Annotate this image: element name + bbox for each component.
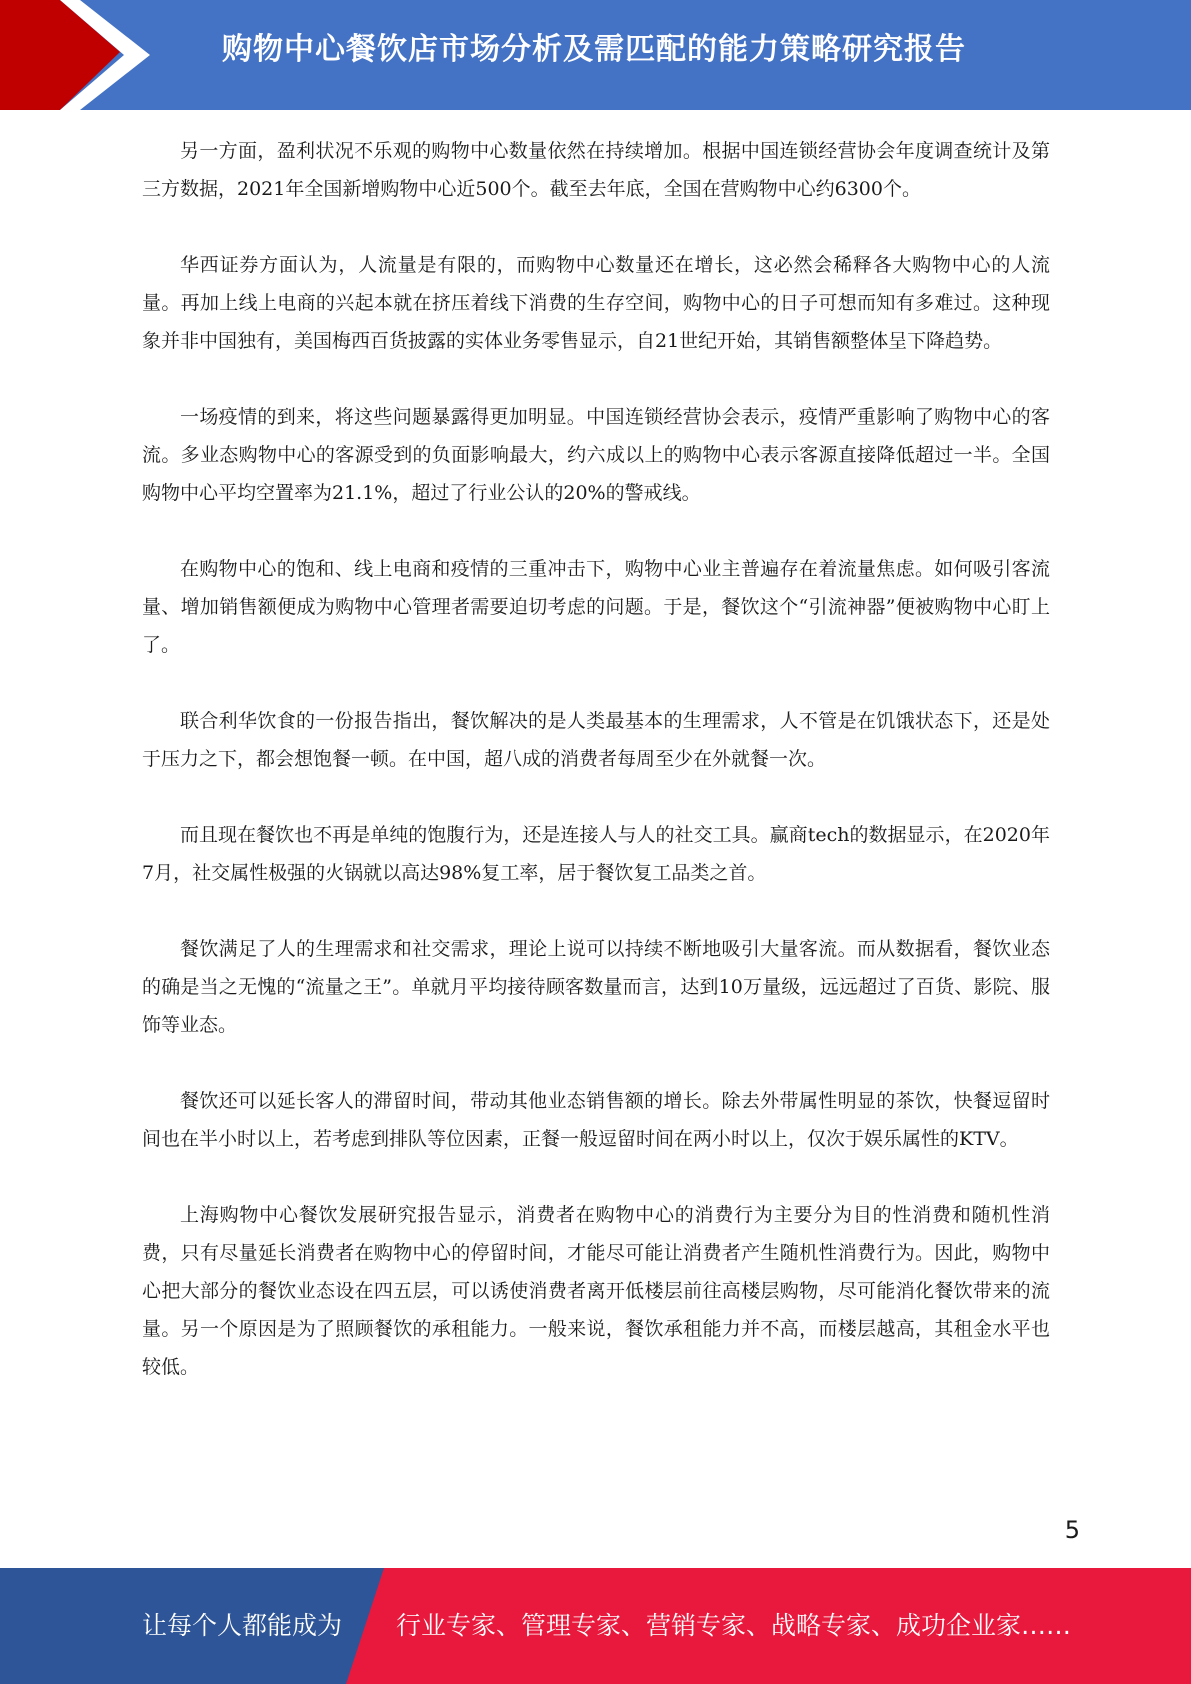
body-content <box>142 132 1050 1424</box>
footer-slogan-left: 让每个人都能成为 <box>142 1611 343 1640</box>
page-footer <box>0 1568 1191 1684</box>
paragraph: 餐饮还可以延长客人的滞留时间，带动其他业态销售额的增长。除去外带属性明显的茶饮，快餐逗留时间也在半小时以上，若考虑到排队等位因素，正餐一般逗留时间在两小时以上，仅次于娱乐属性的KTV。 <box>142 1090 1050 1150</box>
paragraph: 在购物中心的饱和、线上电商和疫情的三重冲击下，购物中心业主普遍存在着流量焦虑。如何吸引客流量、增加销售额便成为购物中心管理者需要迫切考虑的问题。于是，餐饮这个“引流神器”便被购物中心盯上了。 <box>142 558 1050 656</box>
document-title: 购物中心餐饮店市场分析及需匹配的能力策略研究报告 <box>222 32 966 67</box>
paragraph: 另一方面，盈利状况不乐观的购物中心数量依然在持续增加。根据中国连锁经营协会年度调查统计及第三方数据，2021年全国新增购物中心近500个。截至去年底，全国在营购物中心约6300个。 <box>142 140 1050 200</box>
paragraph: 联合利华饮食的一份报告指出，餐饮解决的是人类最基本的生理需求，人不管是在饥饿状态下，还是处于压力之下，都会想饱餐一顿。在中国，超八成的消费者每周至少在外就餐一次。 <box>142 710 1050 770</box>
page-header <box>0 0 1191 110</box>
header-chevron-graphic <box>0 0 160 110</box>
paragraph: 华西证券方面认为，人流量是有限的，而购物中心数量还在增长，这必然会稀释各大购物中心的人流量。再加上线上电商的兴起本就在挤压着线下消费的生存空间，购物中心的日子可想而知有多难过。这种现象并非中国独有，美国梅西百货披露的实体业务零售显示，自21世纪开始，其销售额整体呈下降趋势。 <box>142 254 1050 352</box>
footer-slogan-right: 行业专家、管理专家、营销专家、战略专家、成功企业家…… <box>396 1611 1072 1640</box>
paragraph: 而且现在餐饮也不再是单纯的饱腹行为，还是连接人与人的社交工具。赢商tech的数据显示，在2020年7月，社交属性极强的火锅就以高达98%复工率，居于餐饮复工品类之首。 <box>142 824 1050 884</box>
paragraph: 上海购物中心餐饮发展研究报告显示，消费者在购物中心的消费行为主要分为目的性消费和随机性消费，只有尽量延长消费者在购物中心的停留时间，才能尽可能让消费者产生随机性消费行为。因此，购物中心把大部分的餐饮业态设在四五层，可以诱使消费者离开低楼层前往高楼层购物，尽可能消化餐饮带来的流量。另一个原因是为了照顾餐饮的承租能力。一般来说，餐饮承租能力并不高，而楼层越高，其租金水平也较低。 <box>142 1204 1050 1378</box>
page-number: 5 <box>1064 1516 1080 1544</box>
paragraph: 餐饮满足了人的生理需求和社交需求，理论上说可以持续不断地吸引大量客流。而从数据看，餐饮业态的确是当之无愧的“流量之王”。单就月平均接待顾客数量而言，达到10万量级，远远超过了百货、影院、服饰等业态。 <box>142 938 1050 1036</box>
paragraph: 一场疫情的到来，将这些问题暴露得更加明显。中国连锁经营协会表示，疫情严重影响了购物中心的客流。多业态购物中心的客源受到的负面影响最大，约六成以上的购物中心表示客源直接降低超过一半。全国购物中心平均空置率为21.1%，超过了行业公认的20%的警戒线。 <box>142 406 1050 504</box>
